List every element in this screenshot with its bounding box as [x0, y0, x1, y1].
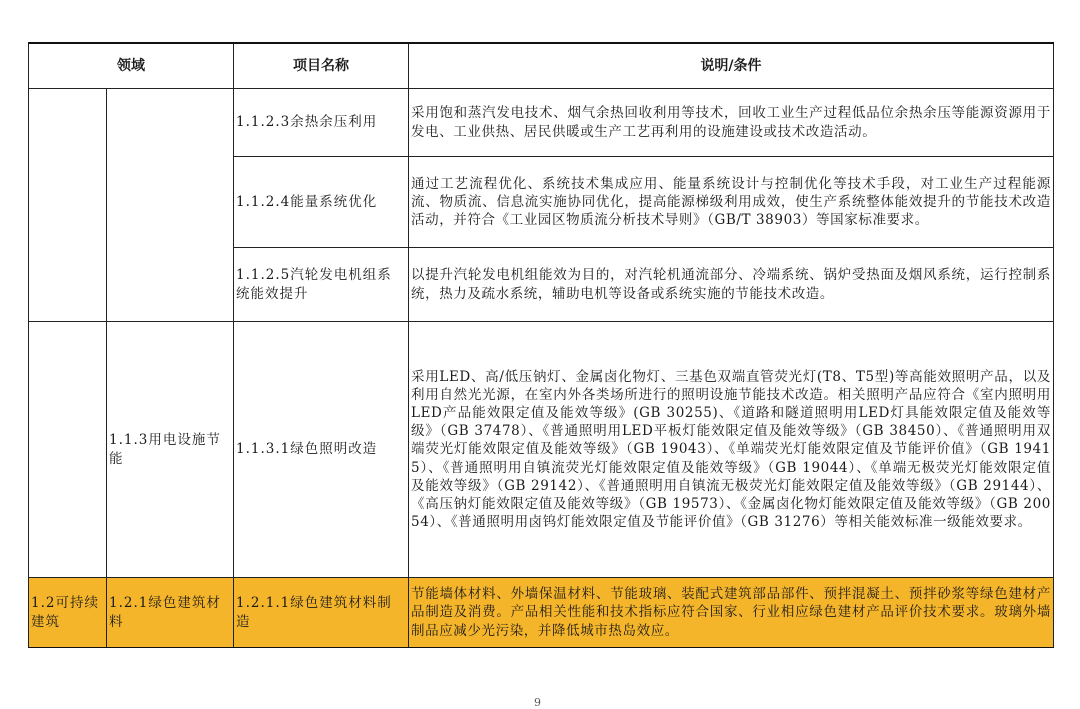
- item-name-cell: 1.1.2.5汽轮发电机组系统能效提升: [234, 248, 409, 322]
- description-cell: 以提升汽轮发电机组能效为目的，对汽轮机通流部分、冷端系统、锅炉受热面及烟风系统，运行控制系统，热力及疏水系统，辅助电机等设备或系统实施的节能技术改造。: [409, 248, 1054, 322]
- description-cell: 节能墙体材料、外墙保温材料、节能玻璃、装配式建筑部品部件、预拌混凝土、预拌砂浆等绿色建材产品制造及消费。产品相关性能和技术指标应符合国家、行业相应绿色建材产品评价技术要求。玻璃外墙制品应减少光污染，并降低城市热岛效应。: [409, 578, 1054, 648]
- field-cell: 1.2可持续建筑: [29, 578, 107, 648]
- description-cell: 采用LED、高/低压钠灯、金属卤化物灯、三基色双端直管荧光灯(T8、T5型)等高能效照明产品，以及利用自然光光源，在室内外各类场所进行的照明设施节能技术改造。相关照明产品应符合《室内照明用LED产品能效限定值及能效等级》(GB 30255)、《道路和隧道照明用LED灯具能效限定值及能效等级》（GB 37478）、《普通照明用LED平板灯能效限定值及能效等级》（GB 38450）、《普通照明用双端荧光灯能效限定值及能效等级》（GB 19043）、《单端荧光灯能效限定值及节能评价值》（GB 19415）、《普通照明用自镇流荧光灯能效限定值及能效等级》（GB 19044）、《单端无极荧光灯能效限定值及能效等级》（GB 29142）、《普通照明用自镇流无极荧光灯能效限定值及能效等级》（GB 29144）、《高压钠灯能效限定值及能效等级》（GB 19573）、《金属卤化物灯能效限定值及能效等级》（GB 20054）、《普通照明用卤钨灯能效限定值及节能评价值》（GB 31276）等相关能效标准一级能效要求。: [409, 322, 1054, 578]
- header-field: 领域: [29, 43, 234, 89]
- sub-field-cell-empty: [107, 89, 234, 322]
- item-name-cell: 1.1.2.4能量系统优化: [234, 157, 409, 248]
- item-name-cell: 1.1.2.3余热余压利用: [234, 89, 409, 157]
- description-cell: 采用饱和蒸汽发电技术、烟气余热回收利用等技术，回收工业生产过程低品位余热余压等能源资源用于发电、工业供热、居民供暖或生产工艺再利用的设施建设或技术改造活动。: [409, 89, 1054, 157]
- table-row-highlighted: [29, 578, 1054, 648]
- item-name-cell: 1.1.3.1绿色照明改造: [234, 322, 409, 578]
- table-row: [29, 322, 1054, 578]
- header-description: 说明/条件: [409, 43, 1054, 89]
- item-name-cell: 1.2.1.1绿色建筑材料制造: [234, 578, 409, 648]
- sub-field-cell: 1.1.3用电设施节能: [107, 322, 234, 578]
- header-item-name: 项目名称: [234, 43, 409, 89]
- table-row: [29, 89, 1054, 157]
- catalog-table: [28, 42, 1054, 648]
- description-cell: 通过工艺流程优化、系统技术集成应用、能量系统设计与控制优化等技术手段，对工业生产过程能源流、物质流、信息流实施协同优化，提高能源梯级利用成效，使生产系统整体能效提升的节能技术改造活动，并符合《工业园区物质流分析技术导则》（GB/T 38903）等国家标准要求。: [409, 157, 1054, 248]
- page-number: 9: [534, 696, 541, 709]
- sub-field-cell: 1.2.1绿色建筑材料: [107, 578, 234, 648]
- field-cell-empty: [29, 322, 107, 578]
- field-cell-empty: [29, 89, 107, 322]
- table-header-row: [29, 43, 1054, 89]
